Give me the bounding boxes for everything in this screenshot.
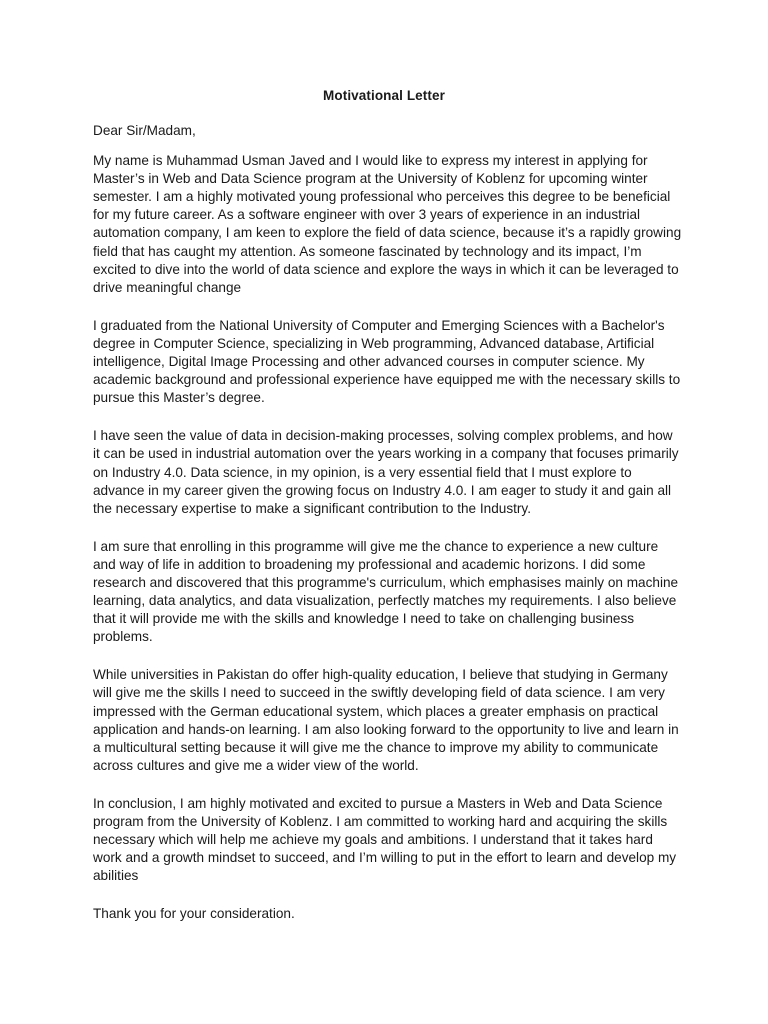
paragraph-experience: I have seen the value of data in decision-making processes, solving complex problems, and how it can be used in industrial automation over the years working in a company that focuses primarily on Industry 4.0. Data science, in my opinion, is a very essential field that I must explore to advance in my career given the growing focus on Industry 4.0. I am eager to study it and gain all the necessary expertise to make a significant contribution to the Industry.	[93, 428, 679, 516]
letter-title: Motivational Letter	[323, 88, 445, 103]
paragraph-programme: I am sure that enrolling in this programme will give me the chance to experience a new culture and way of life in addition to broadening my professional and academic horizons. I did some research and discovered that this programme's curriculum, which emphasises mainly on machine learning, data analytics, and data visualization, perfectly matches my requirements. I also believe that it will provide me with the skills and knowledge I need to take on challenging business problems.	[93, 538, 679, 645]
letter-body	[93, 122, 683, 923]
paragraph-germany: While universities in Pakistan do offer high-quality education, I believe that studying in Germany will give me the skills I need to succeed in the swiftly developing field of data science. I am very impressed with the German educational system, which places a greater emphasis on practical application and hands-on learning. I am also looking forward to the opportunity to live and learn in a multicultural setting because it will give me the chance to improve my ability to communicate across cultures and give me a wider view of the world.	[93, 667, 679, 773]
paragraph-education: I graduated from the National University of Computer and Emerging Sciences with a Bachelor's degree in Computer Science, specializing in Web programming, Advanced database, Artificial intelligence, Digital Image Processing and other advanced courses in computer science. My academic background and professional experience have equipped me with the necessary skills to pursue this Master’s degree.	[93, 317, 681, 406]
paragraph-conclusion: In conclusion, I am highly motivated and excited to pursue a Masters in Web and Data Science program from the University of Koblenz. I am committed to working hard and acquiring the skills necessary which will help me achieve my goals and ambitions. I understand that it takes hard work and a growth mindset to succeed, and I’m willing to put in the effort to learn and develop my abilities	[93, 795, 677, 884]
closing-line: Thank you for your consideration.	[93, 906, 295, 922]
salutation: Dear Sir/Madam,	[93, 123, 196, 138]
paragraph-introduction: My name is Muhammad Usman Javed and I would like to express my interest in applying for Master’s in Web and Data Science program at the University of Koblenz for upcoming winter semester. I am a highly motivated young professional who perceives this degree to be beneficial for my future career. As a software engineer with over 3 years of experience in an industrial automation company, I am keen to explore the field of data science, because it’s a rapidly growing field that has caught my attention. As someone fascinated by technology and its impact, I’m excited to dive into the world of data science and explore the ways in which it can be leveraged to drive meaningful change	[93, 153, 682, 295]
